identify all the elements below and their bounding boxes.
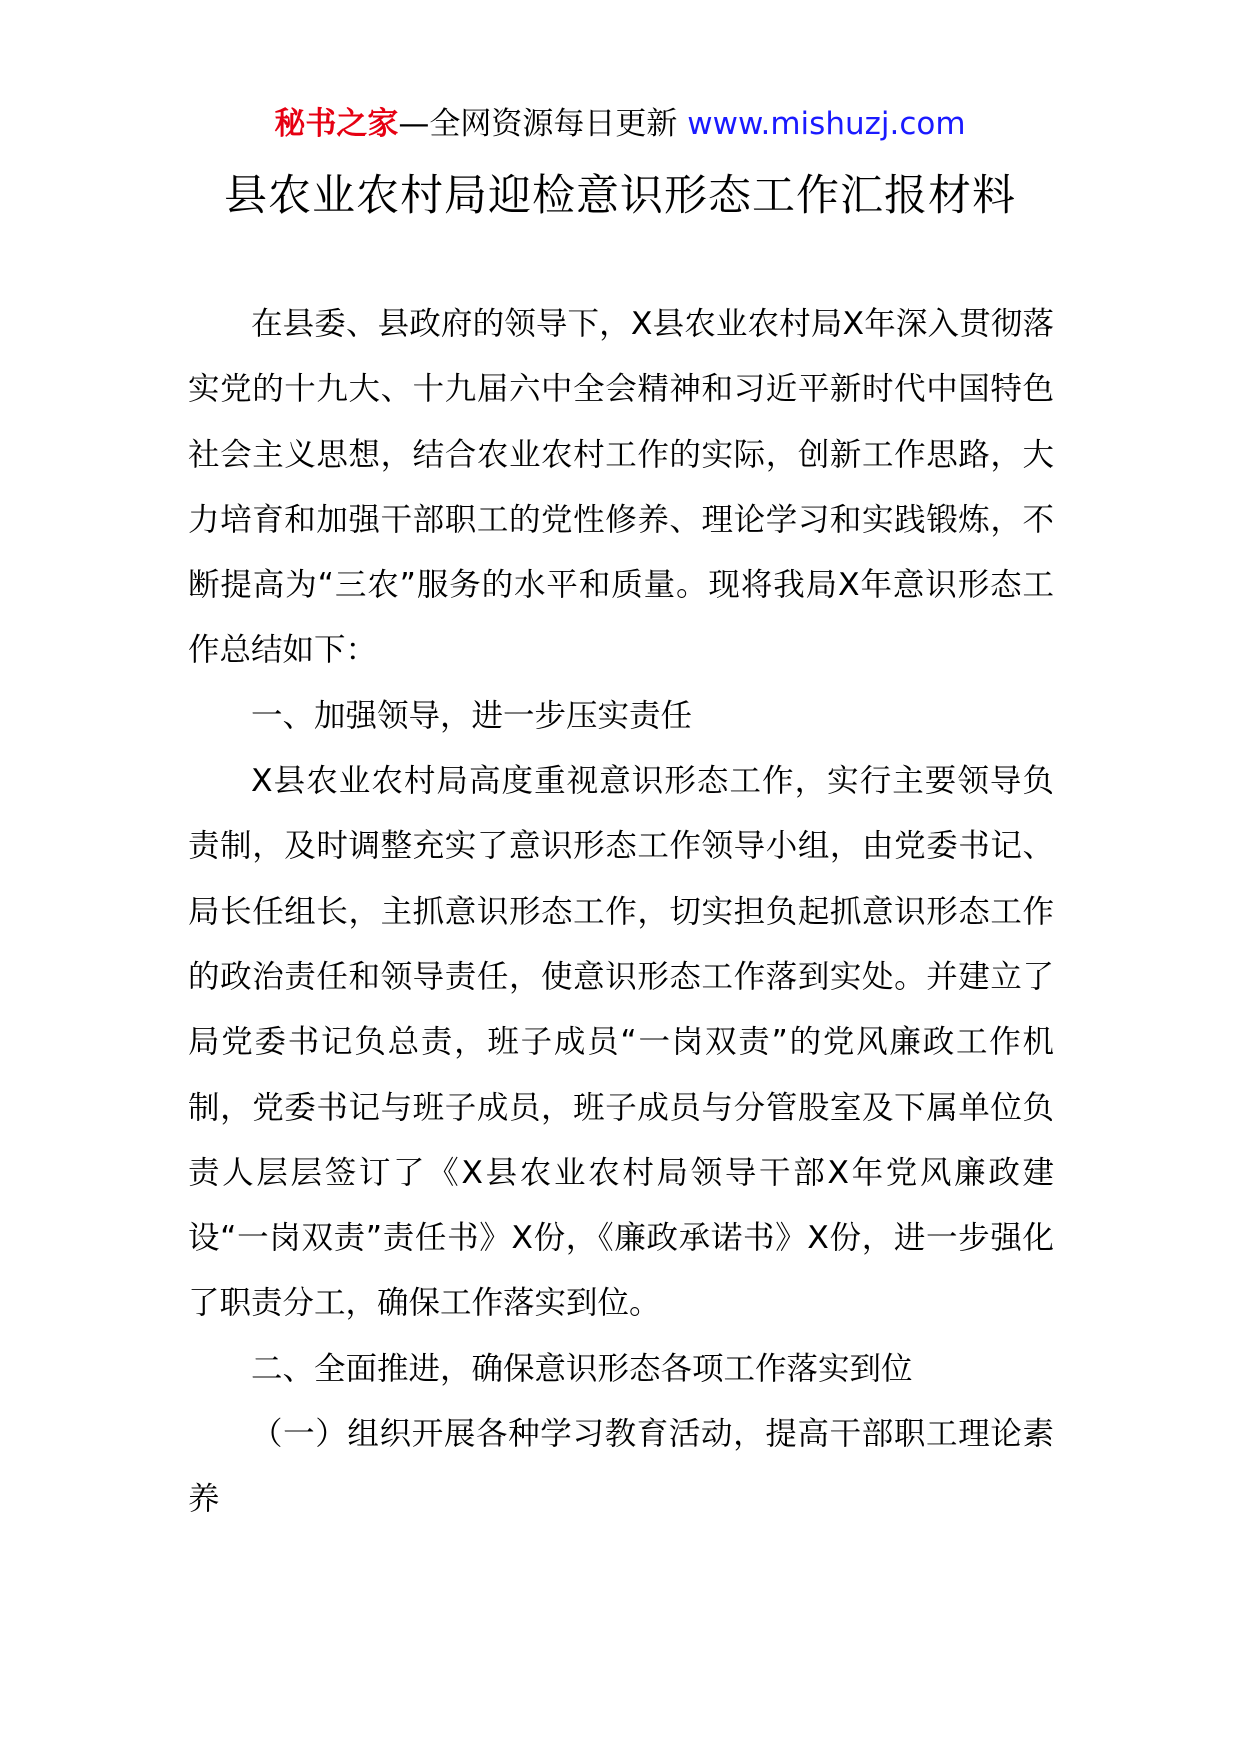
site-brand: 秘书之家 xyxy=(274,106,399,142)
site-slogan: —全网资源每日更新 xyxy=(398,106,688,142)
site-header xyxy=(0,104,1240,144)
site-url-link[interactable]: www.mishuzj.com xyxy=(687,106,966,142)
document-title: 县农业农村局迎检意识形态工作汇报材料 xyxy=(224,171,1016,221)
section-heading-1: 一、加强领导，进一步压实责任 xyxy=(251,697,693,734)
paragraph-intro: 在县委、县政府的领导下，X县农业农村局X年深入贯彻落实党的十九大、十九届六中全会精神和习近平新时代中国特色社会主义思想，结合农业农村工作的实际，创新工作思路，大力培育和加强干部职工的党性修养、理论学习和实践锻炼，不断提高为“三农”服务的水平和质量。现将我局X年意识形态工作总结如下： xyxy=(188,306,1054,669)
subsection-heading-1: （一）组织开展各种学习教育活动，提高干部职工理论素养 xyxy=(188,1416,1054,1518)
section-heading-2: 二、全面推进，确保意识形态各项工作落实到位 xyxy=(251,1350,913,1387)
paragraph-section-1: X县农业农村局高度重视意识形态工作，实行主要领导负责制，及时调整充实了意识形态工作领导小组，由党委书记、局长任组长，主抓意识形态工作，切实担负起抓意识形态工作的政治责任和领导责任，使意识形态工作落到实处。并建立了局党委书记负总责，班子成员“一岗双责”的党风廉政工作机制，党委书记与班子成员，班子成员与分管股室及下属单位负责人层层签订了《X县农业农村局领导干部X年党风廉政建设“一岗双责”责任书》X份，《廉政承诺书》X份，进一步强化了职责分工，确保工作落实到位。 xyxy=(188,763,1054,1322)
document-body xyxy=(188,292,1054,1533)
